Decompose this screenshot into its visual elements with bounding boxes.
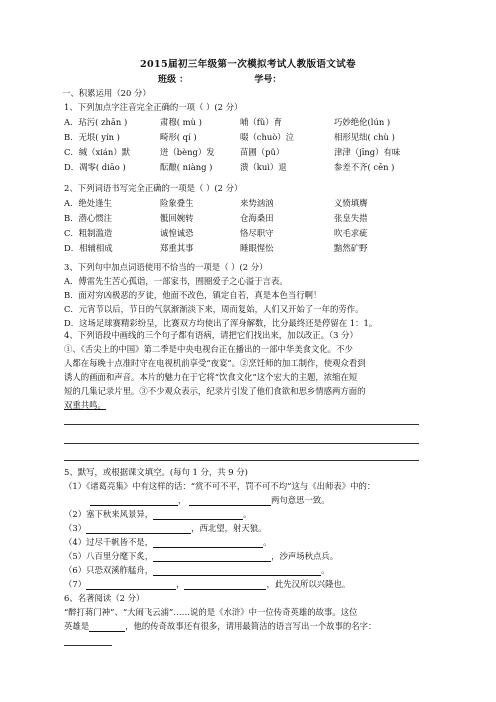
fill-line: ， 两句意思一致。 [90, 495, 330, 506]
option-cell: 酝酿( niàng ) [160, 162, 213, 172]
paragraph-line: 诱人的画面和声音。本片的魅力在于它将“饮食文化”这个宏大的主题，浓缩在短 [64, 372, 358, 382]
option-cell: 迸（bèng）发 [160, 147, 215, 157]
option-cell: 肃穆( mù ) [160, 117, 202, 127]
blank[interactable] [184, 580, 266, 590]
option-cell: D．凋零( diāo ) [64, 162, 126, 172]
answer-line[interactable] [64, 424, 419, 425]
class-label: 班级 ： [158, 75, 189, 85]
option-cell: 仓海桑田 [240, 213, 274, 223]
blank[interactable] [153, 566, 321, 576]
option-cell: 黯然矿野 [334, 243, 368, 253]
option-cell: C．缄（xián）默 [64, 147, 131, 157]
number-label: 学号： [254, 75, 282, 85]
option-cell: B．潜心惯注 [64, 213, 113, 223]
option-cell: A．玷污( zhān ) [64, 117, 128, 127]
option-cell: 恪尽职守 [240, 228, 274, 238]
answer-line[interactable] [64, 460, 419, 461]
blank[interactable] [86, 580, 176, 590]
option-cell: D．相辅相成 [64, 243, 113, 253]
option-cell: 张皇失措 [334, 213, 368, 223]
fill-line: （6）只恐双溪舴艋舟， 。 [64, 565, 330, 575]
option-cell: 苗圃（pǔ） [240, 147, 285, 157]
option-cell: 相形见绌( chù ) [334, 132, 395, 142]
option-line: D．这场足球赛精彩纷呈，比赛双方均使出了浑身解数，比分最终还是停留在 1：1。 [64, 318, 378, 328]
option-cell: C．粗制滥造 [64, 228, 113, 238]
option-cell: B．无垠( yín ) [64, 132, 120, 142]
option-cell: 哺（fǔ）育 [240, 117, 282, 127]
blank[interactable] [89, 622, 125, 632]
fill-line: （4）过尽千帆皆不是， 。 [64, 537, 272, 547]
blank[interactable] [153, 510, 243, 520]
paragraph-line: ①、《舌尖上的中国》第二季是中央电视台正在播出的一部中华美食文化。不少 [64, 344, 353, 354]
option-cell: 义愤填膺 [334, 198, 368, 208]
option-line: C．元宵节以后，节日的气氛渐渐淡下来，周而复始，人们又开始了一年的劳作。 [64, 304, 364, 314]
option-line: A．傅雷先生苦心孤诣，一部家书，囿圈爱子之心溢于言表。 [64, 276, 288, 286]
exam-title: 2015届初三年级第一次模拟考试人教版语文试卷 [140, 59, 356, 70]
fill-line: （7） ， ，此先汉所以兴隆也。 [64, 579, 351, 589]
option-line: B．面对穷凶极恶的歹徒，他面不改色，镇定自若，真是本色当行啊！ [64, 290, 322, 300]
blank[interactable] [90, 496, 178, 506]
blank[interactable] [153, 538, 263, 548]
option-cell: 啜（chuò）泣 [240, 132, 295, 142]
question-stem: 1、下列加点字注音完全正确的一项（ ）(2 分） [64, 102, 243, 112]
fill-line: （3） ，西北望，射天狼。 [64, 523, 267, 533]
option-cell: 郑重其事 [160, 243, 194, 253]
option-cell: 诚惶诚恐 [160, 228, 194, 238]
option-cell: A．绝处逢生 [64, 198, 112, 208]
question-stem: 6、名著阅读（2 分） [64, 593, 145, 603]
answer-line[interactable] [64, 645, 112, 646]
question-stem: 3、下列句中加点词语使用不恰当的一项是（ ）(2 分） [64, 262, 268, 272]
question-stem: 2、下列词语书写完全正确的一项是（ ）(2 分） [64, 183, 243, 193]
paragraph-line: “醉打蒋门神”、“大闹飞云浦”……说的是《水浒》中一位传奇英雄的故事。这位 [64, 607, 358, 617]
option-cell: 吹毛求疵 [334, 228, 368, 238]
option-cell: 津津（jīng）有味 [334, 147, 401, 157]
question-stem: 5、默写，或根据课文填空。(每句 1 分，共 9 分) [64, 467, 248, 477]
paragraph-line: 双重共鸣。 [64, 400, 106, 410]
paragraph-line: 短的几集记录片里。③不少观众表示，纪录片引发了他们食欲和思乡情感两方面的 [64, 386, 366, 396]
option-cell: 参差不齐( cēn ) [334, 162, 395, 172]
option-cell: 睡眼惺忪 [240, 243, 274, 253]
question-stem: 4、下列语段中画线的三个句子都有语病，请把它们找出来，加以改正。（3 分） [64, 330, 358, 340]
option-cell: 畸形( qí ) [160, 132, 197, 142]
blank[interactable] [189, 496, 271, 506]
fill-line: （5）八百里分麾下炙， ，沙声场秋点兵。 [64, 551, 339, 561]
paragraph-line: 英雄是 ，他的传奇故事还有很多，请用最简洁的语言写出一个故事的名字： [64, 621, 377, 631]
fill-line: （1）《诸葛亮集》中有这样的话：“赏不可不平，罚不可不均”这与《出师表》中的： [64, 481, 376, 491]
answer-line[interactable] [64, 443, 419, 444]
blank[interactable] [86, 524, 191, 534]
section-heading: 一、积累运用（20 分） [62, 88, 151, 98]
option-cell: 巧妙绝伦(lún ) [334, 117, 391, 127]
option-cell: 险象叠生 [160, 198, 194, 208]
option-cell: 来势汹汹 [240, 198, 274, 208]
fill-line: （2）塞下秋来风景异， 。 [64, 509, 252, 519]
option-cell: 骶回婉转 [160, 213, 194, 223]
option-cell: 溃（kuì）退 [240, 162, 287, 172]
paragraph-line: 人都在每晚十点准时守在电视机前享受“夜宴”。②烹饪师的加工制作，使观众看到 [64, 358, 366, 368]
blank[interactable] [153, 552, 271, 562]
class-number-line [158, 72, 281, 85]
